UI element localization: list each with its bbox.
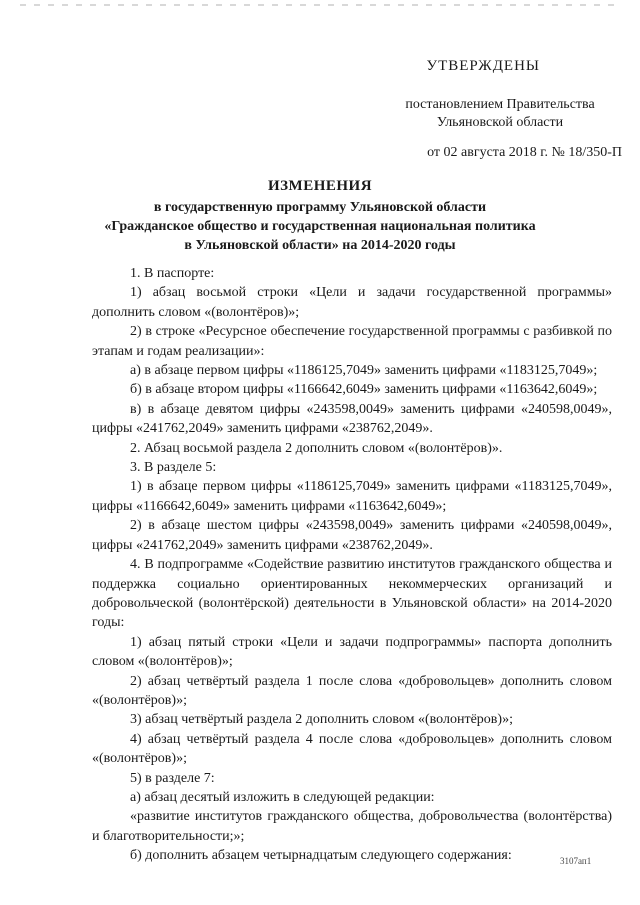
approved-heading: УТВЕРЖДЕНЫ [426,58,540,74]
paragraph: 2) в строке «Ресурсное обеспечение государственной программы с разбивкой по этапам и годам реализации»: [92,324,612,359]
paragraph: 3. В разделе 5: [130,460,217,476]
document-subtitle [80,198,560,255]
paragraph: «развитие институтов гражданского общества, добровольчества (волонтёрства) и благотворительности;»; [92,809,612,844]
decree-block [385,96,615,132]
document-code: 3107ап1 [560,856,592,866]
paragraph: а) в абзаце первом цифры «1186125,7049» заменить цифрами «1183125,7049»; [130,363,598,379]
paragraph: б) дополнить абзацем четырнадцатым следующего содержания: [130,848,512,864]
subtitle-line-1: в государственную программу Ульяновской области [153,200,487,215]
decree-date: от 02 августа 2018 г. № 18/350-П [427,145,622,160]
decree-line-2: Ульяновской области [436,115,564,130]
paragraph: а) абзац десятый изложить в следующей редакции: [130,789,435,805]
document-title: ИЗМЕНЕНИЯ [267,178,373,194]
subtitle-line-2: «Гражданское общество и государственная национальная политика [104,219,536,234]
paragraph: 2) в абзаце шестом цифры «243598,0049» заменить цифрами «240598,0049», цифры «241762,2049» заменить цифрами «238762,2049». [92,518,612,553]
paragraph: 4. В подпрограмме «Содействие развитию институтов гражданского общества и поддержка социально ориентированных некоммерческих организаций и добровольческой (волонтёрской) деятельности в Ульяновской области» на 2014-2020 годы: [92,557,612,631]
paragraph: 1) абзац восьмой строки «Цели и задачи государственной программы» дополнить словом «(волонтёров)»; [92,285,612,320]
paragraph: б) в абзаце втором цифры «1166642,6049» заменить цифрами «1163642,6049»; [130,382,598,398]
paragraph: 2. Абзац восьмой раздела 2 дополнить словом «(волонтёров)». [130,440,503,456]
paragraph: 3) абзац четвёртый раздела 2 дополнить словом «(волонтёров)»; [130,712,513,728]
decree-line-1: постановлением Правительства [405,97,595,112]
paragraph: 5) в разделе 7: [130,770,215,786]
paragraph: 1. В паспорте: [130,266,215,281]
paragraph: в) в абзаце девятом цифры «243598,0049» заменить цифрами «240598,0049», цифры «241762,2049» заменить цифрами «238762,2049». [92,401,612,437]
paragraph: 2) абзац четвёртый раздела 1 после слова «добровольцев» дополнить словом «(волонтёров)»; [92,673,612,708]
paragraph: 1) в абзаце первом цифры «1186125,7049» заменить цифрами «1183125,7049», цифры «1166642,6049» заменить цифрами «1163642,6049»; [92,479,612,514]
scan-artifact [20,4,620,6]
paragraph: 4) абзац четвёртый раздела 4 после слова «добровольцев» дополнить словом «(волонтёров)»; [92,731,612,767]
paragraph: 1) абзац пятый строки «Цели и задачи подпрограммы» паспорта дополнить словом «(волонтёров)»; [92,634,612,670]
subtitle-line-3: в Ульяновской области» на 2014-2020 годы [184,238,456,253]
document-body [92,264,612,866]
